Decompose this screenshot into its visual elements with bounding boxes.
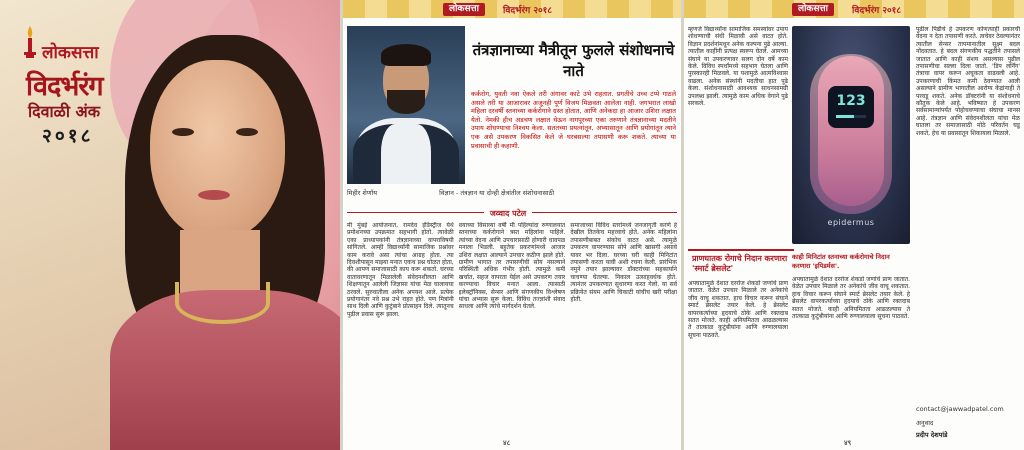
device-brand-label: epidermus [827, 218, 875, 227]
header-edition: विदर्भरंग २०१८ [852, 6, 902, 16]
article-intro: कर्करोग, युवती नवा ऐकले तरी अंगावर काटे उभे राहतात. प्रगतीचे उच्च टप्पे गाठले असले तरी या आजारावर अजूनही पूर्ण विजय मिळवता आलेला नाही. जगभरात लाखो महिला दरवर्षी स्तनाच्या कर्करोगाने ग्रस्त होतात, आणि अनेकदा हा आजार उशिरा लक्षात येतो. नेमकी हीच अडचण लक्षात घेऊन नागपूरच्या एका तरुणाने तंत्रज्ञानाच्या मदतीने उपाय शोधण्याचा निश्चय केला. सततच्या प्रयत्नांतून, अभ्यासातून आणि प्रयोगांतून त्याने एक असे उपकरण विकसित केले जे घरबसल्या तपासणी करू शकते. त्याच्या या प्रवासाची ही कहाणी. [471, 90, 676, 150]
right-column-2-continued: अपघातामुळे देशात दररोज शेकडो जणांचे प्राण जातात. वेळेत उपचार मिळाले तर अनेकांचे जीव वाचू शकतात. हाच विचार करून संघाने स्मार्ट ब्रेसलेट तयार केले. हे ब्रेसलेट वापरकर्त्याच्या हृदयाचे ठोके आणि रक्तदाब सतत मोजते. काही अनियमितता आढळल्यास ते तात्काळ कुटुंबीयांना आणि रुग्णालयाला सूचना पाठवते. [792, 276, 910, 321]
cover-subtitle: दिवाळी अंक [28, 102, 101, 121]
article-body [347, 222, 677, 440]
article-column-1: मी मुंबई आयोजनात, रामदेव इंडिस्ट्रीज येथे प्रमोशनच्या उपक्रमात सहभागी होतो. त्यावेळी एका प्राध्यापकांनी तंत्रज्ञानाच्या वापराविषयी सांगितले. आम्ही विद्यार्थ्यांनी सामाजिक प्रश्नांवर काम करावे असा त्यांचा आग्रह होता. त्या दिवशीपासून माझ्या मनात एकच प्रश्न घोळत होता, की आपण समाजासाठी काय करू शकतो. घरच्या वातावरणातून मिळालेली संवेदनशीलता आणि शिक्षणातून आलेली जिज्ञासा यांचा मेळ घालायचा ठरवले. सुरुवातीला अनेक अपयश आले. प्रत्येक प्रयोगानंतर नवे प्रश्न उभे राहत होते. पण मित्रांनी साथ दिली आणि कुटुंबाने प्रोत्साहन दिले. त्यातूनच पुढील प्रवास सुरू झाला. [347, 222, 454, 318]
page-header-band [343, 0, 681, 18]
header-edition: विदर्भरंग २०१८ [503, 6, 553, 16]
device-progress-fill [836, 115, 854, 118]
cover-model-face [150, 60, 285, 240]
cover-title: विदर्भरंग [26, 71, 103, 102]
contact-email[interactable]: contact@jawwadpatel.com [916, 405, 1004, 413]
right-column-3: पुढील पिढीचे हे उपकरण कोणत्याही प्रकारची वेदना न देता तपासणी करते. त्वचेवर ठेवल्यानंतर त्यातील सेन्सर तापमानातील सूक्ष्म बदल नोंदवतात. हे बदल संगणकीय पद्धतीने तपासले जातात आणि काही संशय असल्यास पुढील तपासणीचा सल्ला दिला जातो. 'डिप लर्निंग' तंत्राचा वापर करून अचूकता वाढवली आहे. उपकरणाची किंमत कमी ठेवण्यात आली असल्याने ग्रामीण भागातील आरोग्य केंद्रांनाही ते परवडू शकते. अनेक डॉक्टरांनी या संशोधनाचे कौतुक केले आहे. भविष्यात हे उपकरण सर्वसामान्यांपर्यंत पोहोचवण्याचा संघाचा मानस आहे. तंत्रज्ञान आणि संवेदनशीलता यांचा मेळ घातला तर समाजासाठी मोठे परिवर्तन घडू शकते, हेच या प्रवासातून शिकायला मिळाले. [916, 26, 1020, 137]
diya-lamp-icon [22, 24, 38, 60]
article-byline: जव्वाद पटेल [448, 208, 568, 219]
header-brand: लोकसत्ता [792, 3, 834, 16]
article-column-2: वयाच्या विसाव्या वर्षी मी पहिल्यांदा रुग्णालयात स्तनाच्या कर्करोगाने त्रस्त महिलांना पाहिले. त्यांच्या वेदना आणि उपचारासाठी होणारी धावपळ मनाला भिडली. बहुतेक प्रकरणांमध्ये आजार उशिरा लक्षात आल्याने उपचार कठीण झाले होते. ग्रामीण भागात तर तपासणीची सोय नसल्याने परिस्थिती अधिक गंभीर होती. त्यामुळे कमी खर्चात, सहज वापरता येईल असे उपकरण तयार करण्याचा विचार मनात आला. त्यासाठी इलेक्ट्रॉनिक्स, सेन्सर आणि संगणकीय विश्लेषण यांचा अभ्यास सुरू केला. विविध तज्ज्ञांशी संवाद साधला आणि त्यांचे मार्गदर्शन घेतले. [458, 222, 566, 311]
right-column-1: म्हणजे विद्यार्थ्यांना सामाजिक समस्यांवर उपाय शोधण्याची संधी मिळावी असे वाटत होते. विज्ञान प्रदर्शनांमधून अनेक कल्पना पुढे आल्या. त्यातील काहींनी प्रत्यक्ष स्वरूप घेतले. आमच्या संघाने या उपकरणावर सलग दोन वर्षे काम केले. विविध स्पर्धांमध्ये सहभाग घेतला आणि पुरस्कारही मिळवले. या यशामुळे आत्मविश्वास वाढला. अनेक संस्थांनी मदतीचा हात पुढे केला. संशोधनासाठी आवश्यक साधनसामग्री उपलब्ध झाली. त्यामुळे काम अधिक वेगाने पुढे सरकले. [688, 26, 788, 108]
necklace-illustration [175, 282, 270, 324]
article-column-3: समाजाच्या विविध स्तरांमध्ये जनजागृती करणे हे देखील तितकेच महत्त्वाचे होते. अनेक महिलांना तपासणीबाबत संकोच वाटत असे. त्यामुळे उपकरण वापरण्यास सोपे आणि खासगी असावे यावर भर दिला. घरच्या घरी काही मिनिटांत तपासणी करता यावी अशी रचना केली. प्रारंभिक नमुने तयार झाल्यावर डॉक्टरांच्या सहकार्याने चाचण्या घेतल्या. निकाल उत्साहवर्धक होते. त्यानंतर उपकरणात सुधारणा करत गेलो. या सर्व प्रक्रियेत संयम आणि चिकाटी यांचीच खरी परीक्षा होती. [570, 222, 678, 304]
device-caption: काही मिनिटांत स्तनाच्या कर्करोगाचे निदान करणारा 'इपिडर्मस'. [792, 253, 890, 270]
device-illustration [818, 56, 884, 206]
cover-page [0, 0, 340, 450]
page-number: ४८ [503, 439, 511, 447]
translator-label: अनुवाद [916, 419, 934, 427]
page-number: ४९ [844, 439, 852, 447]
header-brand: लोकसत्ता [443, 3, 485, 16]
cover-brand: लोकसत्ता [42, 43, 99, 63]
right-column-1b: अपघातामुळे देशात दररोज शेकडो जणांचे प्राण जातात. वेळेत उपचार मिळाले तर अनेकांचे जीव वाचू शकतात. हाच विचार करून संघाने स्मार्ट ब्रेसलेट तयार केले. हे ब्रेसलेट वापरकर्त्याच्या हृदयाचे ठोके आणि रक्तदाब सतत मोजते. काही अनियमितता आढळल्यास ते तात्काळ कुटुंबीयांना आणि रुग्णालयाला सूचना पाठवते. [688, 280, 788, 339]
device-progress-bar [836, 115, 866, 118]
device-photo [792, 26, 910, 244]
article-page-left [343, 0, 681, 450]
page-header-band [684, 0, 1024, 18]
caption-name: मिहीर शेणॉय [347, 189, 378, 197]
article-headline: तंत्रज्ञानाच्या मैत्रीतून फुलले संशोधनाचे नाते [472, 41, 675, 80]
section-heading: प्राणघातक रोगाचे निदान करणारा 'स्मार्ट ब्रेसलेट' [688, 249, 794, 277]
caption-text: विज्ञान - तंत्रज्ञान या दोन्ही क्षेत्रांतील संशोधनासाठी [439, 189, 555, 197]
photo-caption [347, 188, 677, 197]
cover-year: २०१८ [42, 125, 94, 147]
article-page-right [684, 0, 1024, 450]
device-readout: 123 [836, 93, 866, 109]
translator-name: प्रदीप देशपांडे [916, 431, 948, 439]
author-photo [347, 26, 465, 184]
